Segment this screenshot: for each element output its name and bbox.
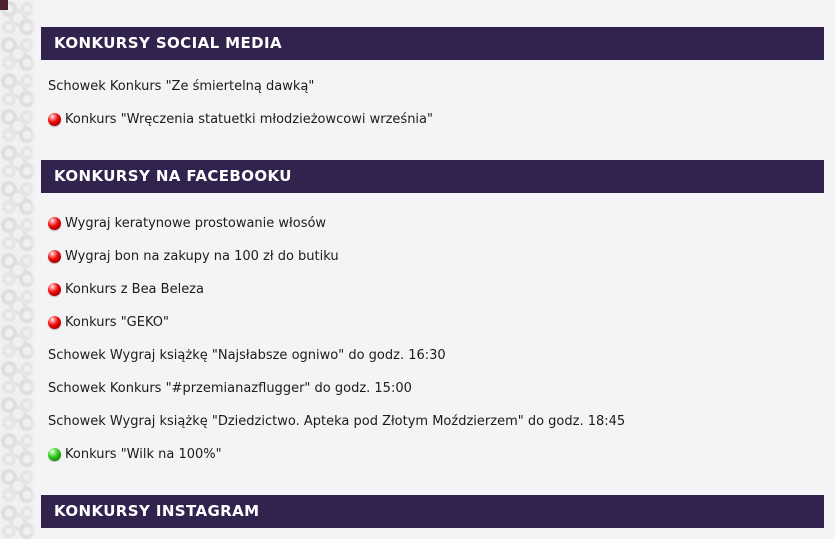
list-item[interactable] — [48, 214, 835, 233]
section-list-social-media — [36, 60, 835, 129]
section-header-facebook — [41, 160, 824, 193]
red-ball-icon — [48, 250, 61, 263]
list-item[interactable] — [48, 379, 835, 398]
section-header-social-media — [41, 27, 824, 60]
list-item[interactable] — [48, 247, 835, 266]
contest-link[interactable]: Konkurs "GEKO" — [65, 315, 169, 330]
contest-link[interactable]: Schowek Wygraj książkę "Dziedzictwo. Apteka pod Złotym Moździerzem" do godz. 18:45 — [48, 414, 626, 429]
list-item[interactable] — [48, 110, 835, 129]
contest-link[interactable]: Wygraj bon na zakupy na 100 zł do butiku — [65, 249, 339, 264]
side-ornament-pattern — [0, 0, 36, 539]
contest-link[interactable]: Schowek Wygraj książkę "Najsłabsze ogniwo" do godz. 16:30 — [48, 348, 446, 363]
contest-link[interactable]: Schowek Konkurs "Ze śmiertelną dawką" — [48, 79, 315, 94]
red-ball-icon — [48, 113, 61, 126]
list-item[interactable] — [48, 77, 835, 96]
contest-link[interactable]: Konkurs "Wręczenia statuetki młodzieżowcowi września" — [65, 112, 433, 127]
list-item[interactable] — [48, 313, 835, 332]
section-title: KONKURSY SOCIAL MEDIA — [54, 34, 282, 52]
contest-link[interactable]: Konkurs "Wilk na 100%" — [65, 447, 222, 462]
contest-link[interactable]: Wygraj keratynowe prostowanie włosów — [65, 216, 327, 231]
red-ball-icon — [48, 217, 61, 230]
main-content — [36, 0, 835, 528]
list-item[interactable] — [48, 280, 835, 299]
contest-link[interactable]: Schowek Konkurs "#przemianazflugger" do godz. 15:00 — [48, 381, 412, 396]
red-ball-icon — [48, 283, 61, 296]
green-ball-icon — [48, 448, 61, 461]
list-item[interactable] — [48, 412, 835, 431]
red-ball-icon — [48, 316, 61, 329]
section-header-instagram — [41, 495, 824, 528]
section-list-facebook — [36, 193, 835, 464]
list-item[interactable] — [48, 346, 835, 365]
section-title: KONKURSY NA FACEBOOKU — [54, 167, 292, 185]
corner-decor-block — [0, 0, 8, 10]
section-title: KONKURSY INSTAGRAM — [54, 502, 260, 520]
list-item[interactable] — [48, 445, 835, 464]
contest-link[interactable]: Konkurs z Bea Beleza — [65, 282, 204, 297]
